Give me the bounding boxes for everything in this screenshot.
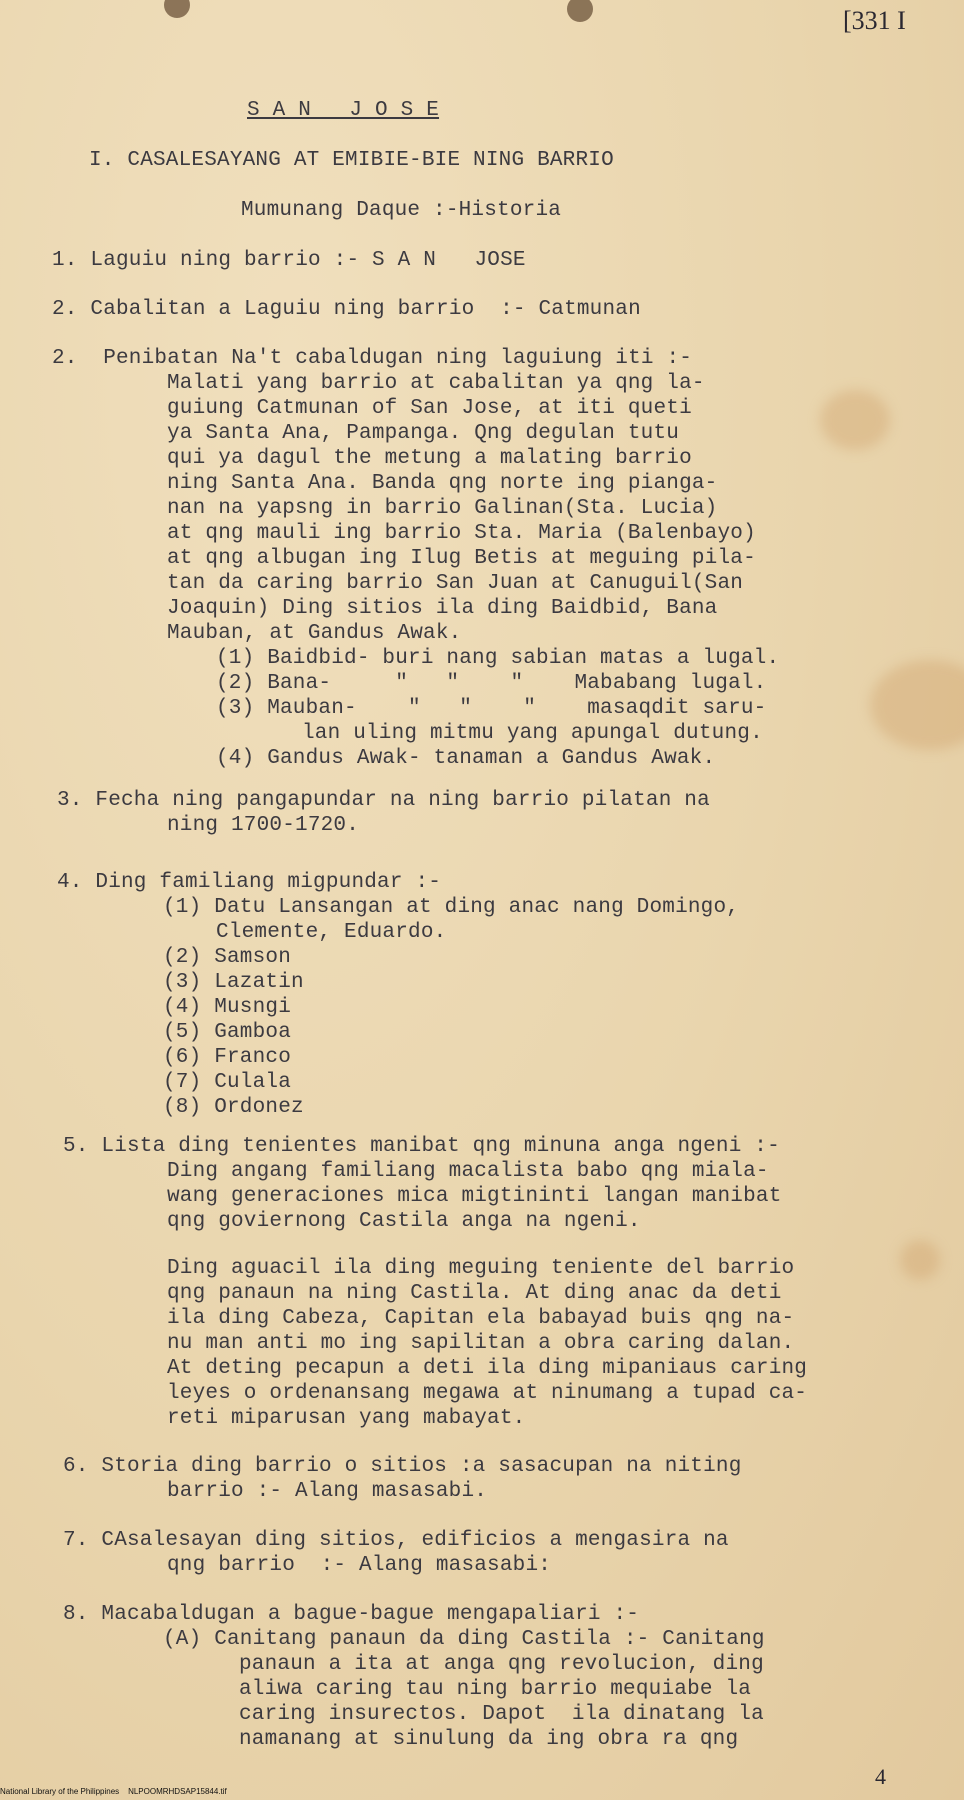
- page-mark: 4: [875, 1764, 886, 1789]
- family-entry: (8) Ordonez: [163, 1096, 304, 1119]
- item-3-text: Joaquin) Ding sitios ila ding Baidbid, Bana: [167, 597, 718, 620]
- item-3-text: guiung Catmunan of San Jose, at iti queti: [167, 397, 692, 420]
- item-6-text: barrio :- Alang masasabi.: [167, 1480, 488, 1503]
- family-entry: (6) Franco: [163, 1046, 292, 1069]
- item-3-text: ya Santa Ana, Pampanga. Qng degulan tutu: [167, 422, 680, 445]
- family-entry: (7) Culala: [163, 1071, 292, 1094]
- section-heading: I. CASALESAYANG AT EMIBIE-BIE NING BARRIO: [89, 149, 614, 172]
- item-fecha: 3. Fecha ning pangapundar na ning barrio pilatan na: [57, 789, 710, 812]
- item-8-text: namanang at sinulung da ing obra ra qng: [239, 1728, 739, 1751]
- punch-hole-right: [567, 0, 593, 22]
- item-fecha-text: ning 1700-1720.: [167, 814, 360, 837]
- archive-footer: National Library of the Philippines NLPOOMRHDSAP15844.tif: [0, 1787, 227, 1796]
- item-8-text: panaun a ita at anga qng revolucion, ding: [239, 1653, 764, 1676]
- item-4-heading: 4. Ding familiang migpundar :-: [57, 871, 442, 894]
- family-entry: Clemente, Eduardo.: [216, 921, 447, 944]
- doc-title: S A N J O S E: [247, 99, 440, 122]
- item-8-text: aliwa caring tau ning barrio mequiabe la: [239, 1678, 752, 1701]
- stain: [900, 1240, 940, 1280]
- item-6-heading: 6. Storia ding barrio o sitios :a sasacupan na niting: [63, 1455, 742, 1478]
- item-3-text: Malati yang barrio at cabalitan ya qng la-: [167, 372, 705, 395]
- item-3-text: ning Santa Ana. Banda qng norte ing pianga-: [167, 472, 718, 495]
- stain: [870, 660, 964, 750]
- family-entry: (3) Lazatin: [163, 971, 304, 994]
- sitio-definition: lan uling mitmu yang apungal dutung.: [302, 722, 763, 745]
- item-8-heading: 8. Macabaldugan a bague-bague mengapaliari :-: [63, 1603, 640, 1626]
- item-8-text: (A) Canitang panaun da ding Castila :- Canitang: [163, 1628, 765, 1651]
- item-3-text: at qng mauli ing barrio Sta. Maria (Balenbayo): [167, 522, 756, 545]
- item-5-text: nu man anti mo ing sapilitan a obra caring dalan.: [167, 1332, 795, 1355]
- item-3-text: tan da caring barrio San Juan at Canuguil(San: [167, 572, 744, 595]
- item-5-heading: 5. Lista ding tenientes manibat qng minuna anga ngeni :-: [63, 1135, 780, 1158]
- item-8-text: caring insurectos. Dapot ila dinatang la: [239, 1703, 764, 1726]
- item-5-text: qng panaun na ning Castila. At ding anac da deti: [167, 1282, 782, 1305]
- sitio-definition: (3) Mauban- " " " masaqdit saru-: [216, 697, 767, 720]
- family-entry: (2) Samson: [163, 946, 292, 969]
- item-5-text: Ding aguacil ila ding meguing teniente del barrio: [167, 1257, 795, 1280]
- item-3-text: nan na yapsng in barrio Galinan(Sta. Lucia): [167, 497, 718, 520]
- sitio-definition: (2) Bana- " " " Mababang lugal.: [216, 672, 767, 695]
- archive-reference: [331 I: [843, 6, 906, 35]
- item-5-text: wang generaciones mica migtininti langan manibat: [167, 1185, 782, 1208]
- stain: [820, 390, 890, 450]
- item-3-text: Mauban, at Gandus Awak.: [167, 622, 462, 645]
- family-entry: (5) Gamboa: [163, 1021, 292, 1044]
- item-3-heading: 2. Penibatan Na't cabaldugan ning laguiung iti :-: [52, 347, 693, 370]
- sitio-definition: (4) Gandus Awak- tanaman a Gandus Awak.: [216, 747, 716, 770]
- item-7-text: qng barrio :- Alang masasabi:: [167, 1554, 552, 1577]
- item-5-text: qng goviernong Castila anga na ngeni.: [167, 1210, 641, 1233]
- punch-hole-left: [164, 0, 190, 18]
- item-5-text: Ding angang familiang macalista babo qng miala-: [167, 1160, 769, 1183]
- item-2: 2. Cabalitan a Laguiu ning barrio :- Catmunan: [52, 298, 641, 321]
- family-entry: (4) Musngi: [163, 996, 292, 1019]
- family-entry: (1) Datu Lansangan at ding anac nang Domingo,: [163, 896, 740, 919]
- item-3-text: qui ya dagul the metung a malating barrio: [167, 447, 692, 470]
- subheading: Mumunang Daque :-Historia: [241, 199, 562, 222]
- sitio-definition: (1) Baidbid- buri nang sabian matas a lugal.: [216, 647, 780, 670]
- item-5-text: ila ding Cabeza, Capitan ela babayad buis qng na-: [167, 1307, 795, 1330]
- item-5-text: leyes o ordenansang megawa at ninumang a tupad ca-: [167, 1382, 808, 1405]
- item-3-text: at qng albugan ing Ilug Betis at meguing pila-: [167, 547, 756, 570]
- item-7-heading: 7. CAsalesayan ding sitios, edificios a mengasira na: [63, 1529, 729, 1552]
- item-5-text: At deting pecapun a deti ila ding mipaniaus caring: [167, 1357, 808, 1380]
- item-5-text: reti miparusan yang mabayat.: [167, 1407, 526, 1430]
- item-1: 1. Laguiu ning barrio :- S A N JOSE: [52, 249, 526, 272]
